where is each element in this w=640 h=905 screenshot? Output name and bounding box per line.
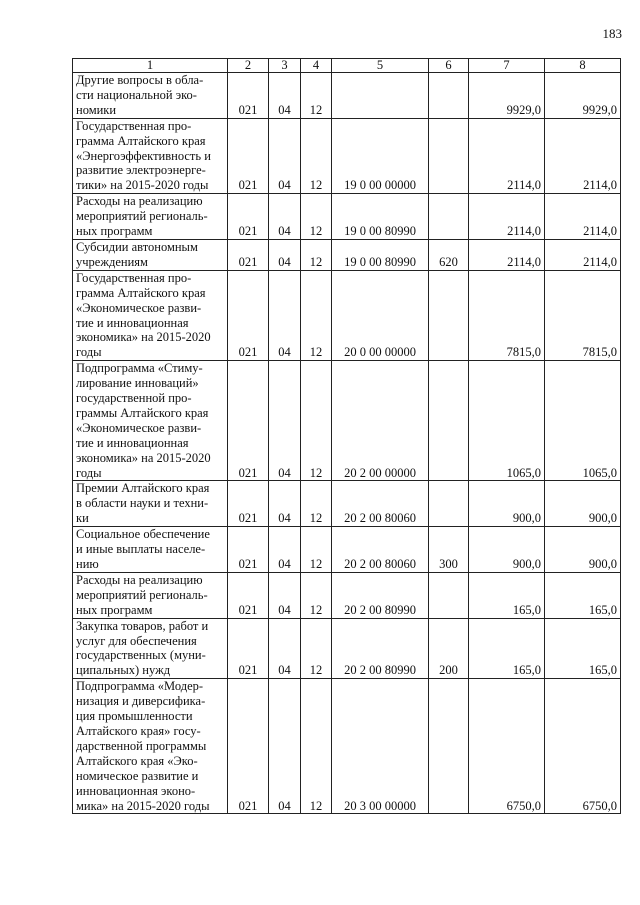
table-row [73,481,621,527]
description-line: услуг для обеспечения [76,633,197,648]
description-line: инновационная эконо- [76,783,196,798]
column-header: 5 [332,59,429,73]
target-item-code-cell: 20 2 00 80060 [332,527,429,573]
section-code-cell: 04 [269,73,301,119]
section-code-cell: 04 [269,239,301,270]
subsection-code-cell: 12 [301,572,332,618]
amount-cell: 9929,0 [469,73,545,119]
target-item-code-cell: 20 0 00 00000 [332,270,429,360]
description-line: Подпрограмма «Стиму- [76,361,203,376]
description-line: Социальное обеспечение [76,527,210,542]
amount-total-cell: 1065,0 [545,361,621,481]
amount-cell: 165,0 [469,618,545,679]
description-line: грамма Алтайского края [76,133,206,148]
ministry-code-cell: 021 [228,618,269,679]
description-line: нию [76,557,99,571]
amount-total-cell: 7815,0 [545,270,621,360]
target-item-code-cell: 19 0 00 80990 [332,194,429,240]
amount-total-cell: 9929,0 [545,73,621,119]
description-line: граммы Алтайского края [76,405,209,420]
description-line: ных программ [76,224,153,239]
description-line: государственных (муни- [76,648,206,663]
table-row [73,572,621,618]
ministry-code-cell: 021 [228,73,269,119]
table-header-row [73,59,621,73]
subsection-code-cell: 12 [301,527,332,573]
description-line: Премии Алтайского края [76,481,210,496]
expense-type-code-cell [429,679,469,814]
expense-type-code-cell [429,361,469,481]
amount-total-cell: 2114,0 [545,194,621,240]
table-row [73,361,621,481]
expense-type-code-cell [429,572,469,618]
description-line: Расходы на реализацию [76,194,203,209]
section-code-cell: 04 [269,270,301,360]
expense-type-code-cell [429,194,469,240]
target-item-code-cell: 20 2 00 80990 [332,618,429,679]
description-line: лирование инноваций» [76,376,199,391]
description-line: в области науки и техни- [76,496,209,511]
description-line: и иные выплаты населе- [76,542,206,557]
description-line: ципальных) нужд [76,663,171,678]
table-row [73,618,621,679]
ministry-code-cell: 021 [228,527,269,573]
ministry-code-cell: 021 [228,572,269,618]
column-header: 6 [429,59,469,73]
description-line: ки [76,511,89,526]
row-description [73,361,228,481]
expense-type-code-cell [429,73,469,119]
amount-total-cell: 900,0 [545,481,621,527]
amount-cell: 165,0 [469,572,545,618]
amount-cell: 1065,0 [469,361,545,481]
description-line: государственной про- [76,391,192,406]
row-description [73,73,228,119]
ministry-code-cell: 021 [228,361,269,481]
row-description [73,618,228,679]
target-item-code-cell: 20 2 00 00000 [332,361,429,481]
description-line: «Экономическое разви- [76,300,202,315]
amount-cell: 2114,0 [469,239,545,270]
section-code-cell: 04 [269,118,301,194]
target-item-code-cell: 19 0 00 80990 [332,239,429,270]
description-line: экономика» на 2015-2020 [76,330,211,345]
ministry-code-cell: 021 [228,481,269,527]
page-number: 183 [602,26,622,41]
row-description [73,239,228,270]
description-line: ция промышленности [76,709,193,724]
amount-total-cell: 6750,0 [545,679,621,814]
row-description [73,118,228,194]
row-description [73,194,228,240]
expense-type-code-cell: 200 [429,618,469,679]
amount-cell: 900,0 [469,527,545,573]
table-row [73,118,621,194]
ministry-code-cell: 021 [228,270,269,360]
expense-type-code-cell: 620 [429,239,469,270]
description-line: мероприятий региональ- [76,587,208,602]
expense-type-code-cell [429,118,469,194]
table-body [73,73,621,814]
target-item-code-cell: 20 3 00 00000 [332,679,429,814]
section-code-cell: 04 [269,572,301,618]
subsection-code-cell: 12 [301,73,332,119]
description-line: номическое развитие и [76,768,199,783]
column-header: 2 [228,59,269,73]
subsection-code-cell: 12 [301,118,332,194]
description-line: экономика» на 2015-2020 [76,450,211,465]
ministry-code-cell: 021 [228,118,269,194]
subsection-code-cell: 12 [301,239,332,270]
subsection-code-cell: 12 [301,481,332,527]
section-code-cell: 04 [269,481,301,527]
expense-type-code-cell [429,481,469,527]
target-item-code-cell: 20 2 00 80990 [332,572,429,618]
ministry-code-cell: 021 [228,239,269,270]
description-line: дарственной программы [76,738,207,753]
description-line: мероприятий региональ- [76,209,208,224]
amount-total-cell: 2114,0 [545,118,621,194]
description-line: ных программ [76,602,153,617]
table-row [73,73,621,119]
table-row [73,239,621,270]
section-code-cell: 04 [269,194,301,240]
amount-cell: 2114,0 [469,194,545,240]
amount-cell: 900,0 [469,481,545,527]
description-line: Алтайского края» госу- [76,723,201,738]
amount-cell: 7815,0 [469,270,545,360]
section-code-cell: 04 [269,618,301,679]
budget-table [72,58,621,814]
expense-type-code-cell [429,270,469,360]
section-code-cell: 04 [269,361,301,481]
ministry-code-cell: 021 [228,194,269,240]
subsection-code-cell: 12 [301,361,332,481]
subsection-code-cell: 12 [301,270,332,360]
expense-type-code-cell: 300 [429,527,469,573]
description-line: Другие вопросы в обла- [76,73,204,87]
table-row [73,527,621,573]
row-description [73,527,228,573]
amount-total-cell: 900,0 [545,527,621,573]
description-line: сти национальной эко- [76,87,197,102]
amount-total-cell: 165,0 [545,572,621,618]
description-line: Закупка товаров, работ и [76,618,209,633]
description-line: Расходы на реализацию [76,572,203,587]
description-line: учреждениям [76,254,148,269]
subsection-code-cell: 12 [301,194,332,240]
subsection-code-cell: 12 [301,679,332,814]
row-description [73,481,228,527]
description-line: «Энергоэффективность и [76,148,211,163]
table-row [73,270,621,360]
description-line: тие и инновационная [76,435,189,450]
description-line: «Экономическое разви- [76,420,202,435]
description-line: мика» на 2015-2020 годы [76,798,210,813]
description-line: годы [76,465,102,480]
table-row [73,194,621,240]
description-line: низация и диверсифика- [76,694,206,709]
amount-cell: 6750,0 [469,679,545,814]
description-line: Субсидии автономным [76,239,198,254]
description-line: тики» на 2015-2020 годы [76,178,209,193]
table-row [73,679,621,814]
description-line: грамма Алтайского края [76,285,206,300]
row-description [73,270,228,360]
section-code-cell: 04 [269,527,301,573]
target-item-code-cell: 20 2 00 80060 [332,481,429,527]
description-line: годы [76,345,102,360]
amount-total-cell: 2114,0 [545,239,621,270]
description-line: Государственная про- [76,118,192,133]
row-description [73,679,228,814]
target-item-code-cell: 19 0 00 00000 [332,118,429,194]
target-item-code-cell [332,73,429,119]
column-header: 1 [73,59,228,73]
ministry-code-cell: 021 [228,679,269,814]
amount-total-cell: 165,0 [545,618,621,679]
amount-cell: 2114,0 [469,118,545,194]
column-header: 4 [301,59,332,73]
description-line: Подпрограмма «Модер- [76,679,204,694]
column-header: 3 [269,59,301,73]
description-line: Алтайского края «Эко- [76,753,198,768]
description-line: развитие электроэнерге- [76,163,206,178]
description-line: тие и инновационная [76,315,189,330]
subsection-code-cell: 12 [301,618,332,679]
description-line: номики [76,102,117,117]
row-description [73,572,228,618]
column-header: 8 [545,59,621,73]
description-line: Государственная про- [76,270,192,285]
column-header: 7 [469,59,545,73]
section-code-cell: 04 [269,679,301,814]
